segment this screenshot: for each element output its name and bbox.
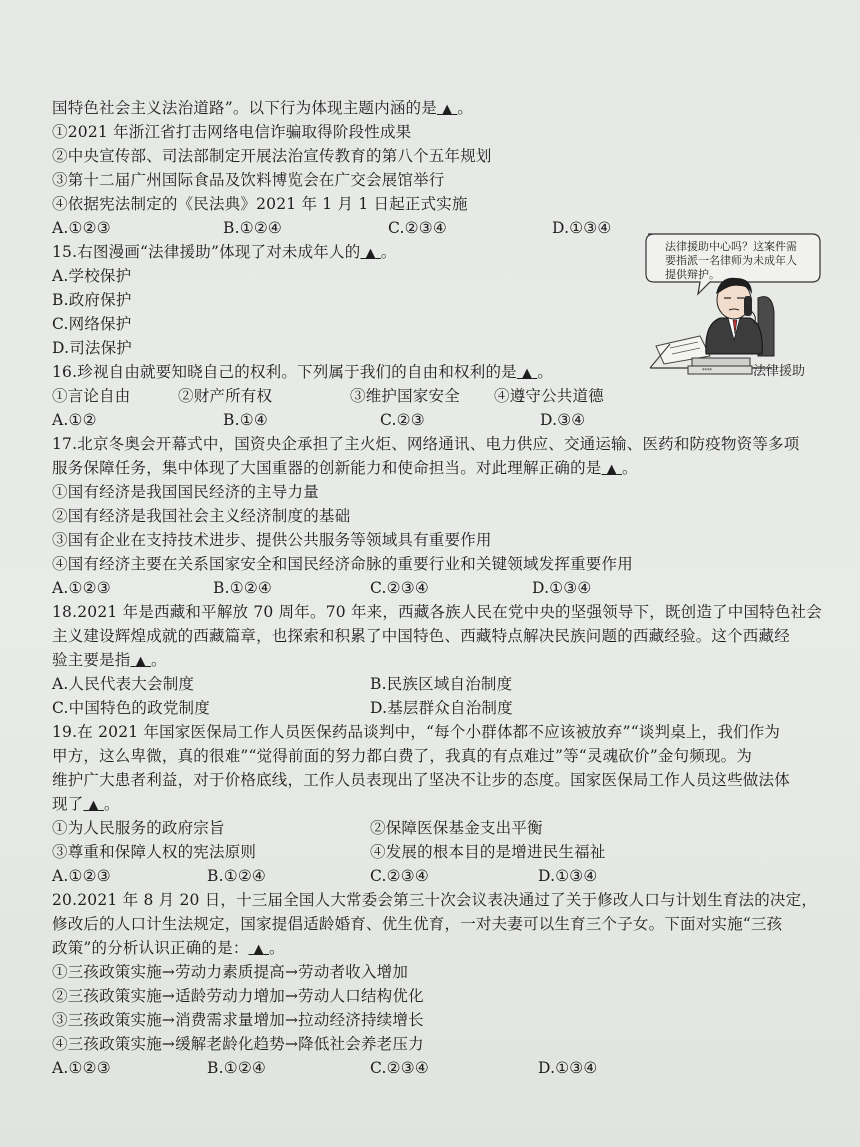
q14-statement-2: ②中央宣传部、司法部制定开展法治宣传教育的第八个五年规划 <box>52 147 492 165</box>
q19-option-b: B.①②④ <box>207 867 267 885</box>
question-15-stem: 15.右图漫画“法律援助”体现了对未成年人的 ▲ 。 <box>52 243 397 261</box>
q19-statement-4: ④发展的根本目的是增进民生福祉 <box>370 843 606 861</box>
q16-statement-1: ①言论自由 <box>52 387 131 405</box>
q14-option-c: C.②③④ <box>388 219 447 237</box>
question-18-stem-line2: 主义建设辉煌成就的西藏篇章，也探索和积累了中国特色、西藏特点解决民族问题的西藏经验。这个西藏经 <box>52 627 790 645</box>
q19-statement-1: ①为人民服务的政府宗旨 <box>52 819 225 837</box>
q20-statement-1: ①三孩政策实施→劳动力素质提高→劳动者收入增加 <box>52 963 409 981</box>
q20-option-c: C.②③④ <box>370 1059 429 1077</box>
q18-option-c: C.中国特色的政党制度 <box>52 699 210 717</box>
q14-option-b: B.①②④ <box>223 219 283 237</box>
blank-marker: ▲ <box>253 942 264 957</box>
q14-option-d: D.①③④ <box>552 219 612 237</box>
blank-marker: ▲ <box>88 798 99 813</box>
q19-option-a: A.①②③ <box>52 867 111 885</box>
q17-statement-4: ④国有经济主要在关系国家安全和国民经济命脉的重要行业和关键领域发挥重要作用 <box>52 555 633 573</box>
q20-statement-2: ②三孩政策实施→适龄劳动力增加→劳动人口结构优化 <box>52 987 424 1005</box>
q18-option-d: D.基层群众自治制度 <box>370 699 513 717</box>
q19-statement-3: ③尊重和保障人权的宪法原则 <box>52 843 257 861</box>
q16-option-b: B.①④ <box>223 411 268 429</box>
blank-marker: ▲ <box>365 246 376 261</box>
question-20-stem-line2: 修改后的人口计生法规定，国家提倡适龄婚育、优生优育，一对夫妻可以生育三个子女。下面对实施“三孩 <box>52 915 783 933</box>
question-20-stem-line3: 政策”的分析认识正确的是： ▲ 。 <box>52 939 285 957</box>
q20-option-d: D.①③④ <box>538 1059 598 1077</box>
question-16-stem: 16.珍视自由就要知晓自己的权利。下列属于我们的自由和权利的是 ▲ 。 <box>52 363 554 381</box>
question-17-stem-line2: 服务保障任务，集中体现了大国重器的创新能力和使命担当。对此理解正确的是 ▲ 。 <box>52 459 638 477</box>
question-17-stem-line1: 17.北京冬奥会开幕式中，国资央企承担了主火炬、网络通讯、电力供应、交通运输、医药和防疫物资等多项 <box>52 435 800 453</box>
q14-statement-4: ④依据宪法制定的《民法典》2021 年 1 月 1 日起正式实施 <box>52 195 468 213</box>
q16-option-a: A.①② <box>52 411 97 429</box>
q17-statement-2: ②国有经济是我国社会主义经济制度的基础 <box>52 507 351 525</box>
q20-statement-3: ③三孩政策实施→消费需求量增加→拉动经济持续增长 <box>52 1011 424 1029</box>
q17-option-c: C.②③④ <box>370 579 429 597</box>
q16-statement-3: ③维护国家安全 <box>350 387 460 405</box>
q18-option-b: B.民族区域自治制度 <box>370 675 513 693</box>
q15-option-d: D.司法保护 <box>52 339 133 357</box>
q20-option-b: B.①②④ <box>207 1059 267 1077</box>
q19-statement-2: ②保障医保基金支出平衡 <box>370 819 543 837</box>
q15-option-c: C.网络保护 <box>52 315 132 333</box>
q15-option-b: B.政府保护 <box>52 291 132 309</box>
q16-statement-2: ②财产所有权 <box>178 387 273 405</box>
svg-text:****: **** <box>702 368 712 374</box>
q15-option-a: A.学校保护 <box>52 267 132 285</box>
q17-option-a: A.①②③ <box>52 579 111 597</box>
q14-statement-1: ①2021 年浙江省打击网络电信诈骗取得阶段性成果 <box>52 123 412 141</box>
blank-marker: ▲ <box>135 654 146 669</box>
question-19-stem-line1: 19.在 2021 年国家医保局工作人员医保药品谈判中，“每个小群体都不应该被放弃”“谈判桌上，我们作为 <box>52 723 781 741</box>
blank-marker: ▲ <box>442 102 453 117</box>
question-19-stem-line3: 维护广大患者利益，对于价格底线，工作人员表现出了坚决不让步的态度。国家医保局工作人员这些做法体 <box>52 771 790 789</box>
question-14-stem: 国特色社会主义法治道路”。以下行为体现主题内涵的是 ▲ 。 <box>52 99 474 117</box>
question-20-stem-line1: 20.2021 年 8 月 20 日，十三届全国人大常委会第三十次会议表决通过了关于修改人口与计划生育法的决定， <box>52 891 818 909</box>
q17-statement-3: ③国有企业在支持技术进步、提供公共服务等领域具有重要作用 <box>52 531 492 549</box>
q16-option-c: C.②③ <box>380 411 425 429</box>
q19-option-c: C.②③④ <box>370 867 429 885</box>
q14-option-a: A.①②③ <box>52 219 111 237</box>
q16-option-d: D.③④ <box>540 411 586 429</box>
question-18-stem-line3: 验主要是指 ▲ 。 <box>52 651 167 669</box>
q17-statement-1: ①国有经济是我国国民经济的主导力量 <box>52 483 319 501</box>
q17-option-d: D.①③④ <box>532 579 592 597</box>
q20-option-a: A.①②③ <box>52 1059 111 1077</box>
cartoon-caption: 法律援助 <box>753 364 806 379</box>
question-18-stem-line1: 18.2021 年是西藏和平解放 70 周年。70 年来，西藏各族人民在党中央的坚强领导下，既创造了中国特色社会 <box>52 603 822 621</box>
question-19-stem-line2: 甲方，这么卑微，真的很难”“觉得前面的努力都白费了，我真的有点难过”等“灵魂砍价”金句频现。为 <box>52 747 753 765</box>
blank-marker: ▲ <box>522 366 533 381</box>
q14-statement-3: ③第十二届广州国际食品及饮料博览会在广交会展馆举行 <box>52 171 445 189</box>
blank-marker: ▲ <box>606 462 617 477</box>
q20-statement-4: ④三孩政策实施→缓解老龄化趋势→降低社会养老压力 <box>52 1035 424 1053</box>
q17-option-b: B.①②④ <box>213 579 273 597</box>
q16-statement-4: ④遵守公共道德 <box>494 387 604 405</box>
q18-option-a: A.人民代表大会制度 <box>52 675 195 693</box>
question-19-stem-line4: 现了 ▲ 。 <box>52 795 120 813</box>
q19-option-d: D.①③④ <box>538 867 598 885</box>
cartoon-speech-bubble: 法律援助中心吗？这案件需要指派一名律师为未成年人提供辩护。 <box>665 240 797 281</box>
